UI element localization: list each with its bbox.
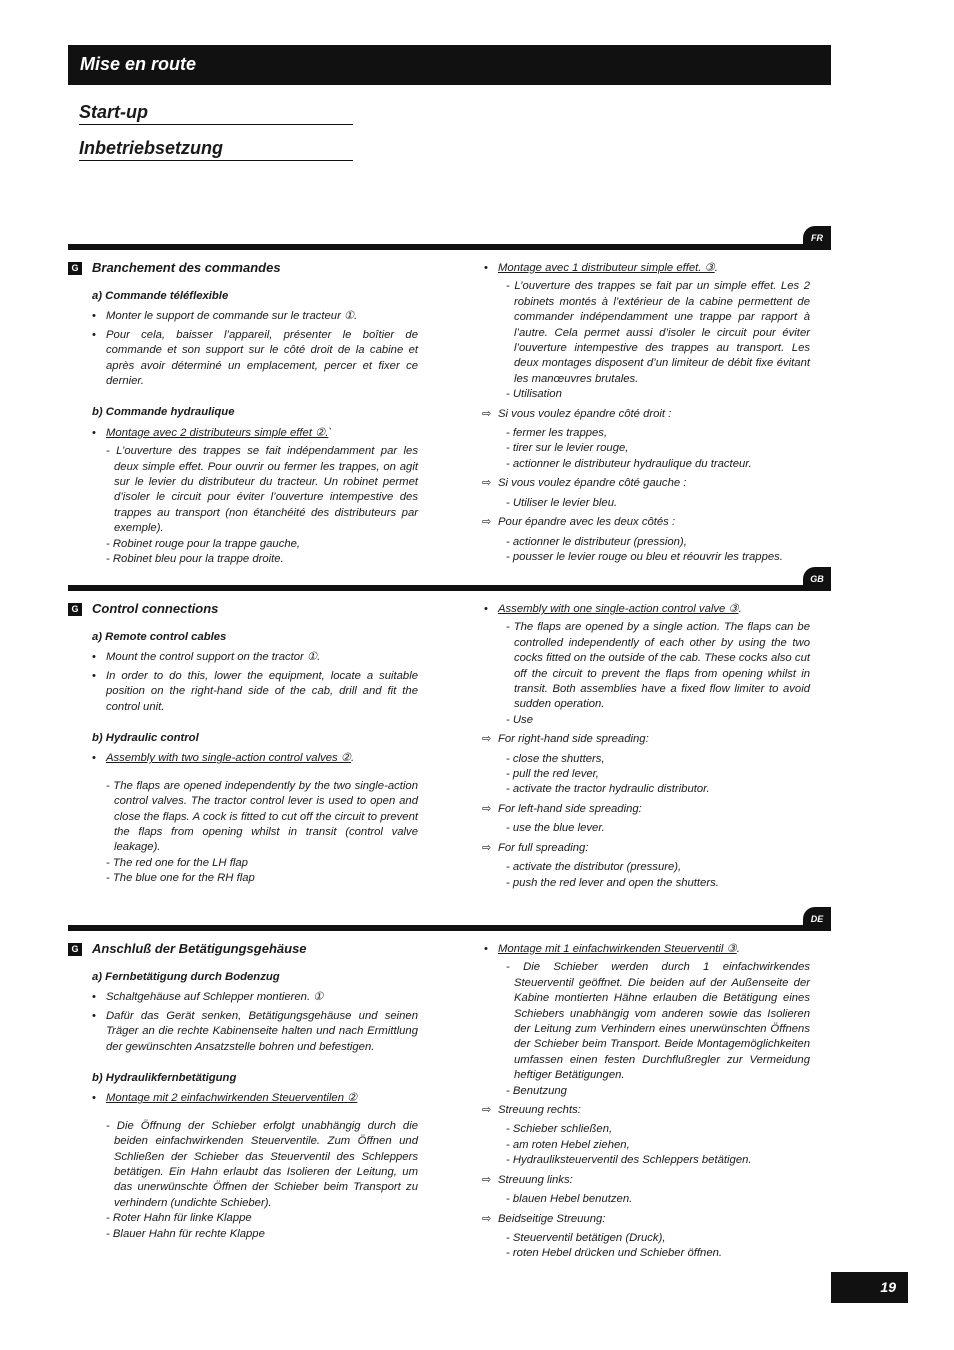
list-item: - actionner le distributeur (pression), bbox=[506, 535, 687, 548]
gb-left-column bbox=[68, 601, 418, 887]
list-item: - The red one for the LH flap bbox=[106, 856, 248, 869]
list-item: • In order to do this, lower the equipment, locate a suitable position on the right-hand side of the cab, drill and fit the control unit. bbox=[68, 669, 418, 715]
de-right-column bbox=[482, 942, 810, 1262]
list-item: - Roter Hahn für linke Klappe bbox=[106, 1212, 252, 1225]
list-item: • Montage avec 1 distributeur simple effet. ③. bbox=[482, 261, 810, 276]
page-number: 19 bbox=[831, 1272, 908, 1303]
list-item: - pull the red lever, bbox=[506, 768, 599, 781]
list-item: - activate the distributor (pressure), bbox=[506, 861, 682, 874]
section-rule bbox=[68, 244, 831, 250]
section-rule bbox=[68, 925, 831, 931]
page-title: Mise en route bbox=[80, 54, 197, 74]
list-item: • Montage mit 1 einfachwirkenden Steuerventil ③. bbox=[482, 942, 810, 957]
lang-tab-de: DE bbox=[803, 907, 831, 930]
list-item: - The flaps are opened by a single action. The flaps can be controlled independently of each other by using the two cocks fitted on the outside of the cab. These cocks also cut off the circuit to prevent the flaps from opening whilst in transit. Both assemblies have a fixed flow limiter to avoid sudden operation. bbox=[506, 621, 810, 711]
title-bar bbox=[68, 45, 831, 85]
list-item: - Die Schieber werden durch 1 einfachwirkendes Steuerventil geöffnet. Die beiden auf der Außenseite der Kabine montierten Hähne erlauben die Betätigung eines Schiebers unabhängig vom anderen sowie das Isolieren der Leitung zum Verhindern eines unerwünschten Öffnens der Schieber beim Transport. Beide Montagemöglichkeiten umfassen einen festen Durchflußregler zur Vermeidung heftiger Betätigungen. bbox=[506, 961, 810, 1082]
section-heading: G Control connections bbox=[68, 601, 418, 617]
marker-g: G bbox=[68, 943, 82, 956]
list-item: - use the blue lever. bbox=[506, 822, 605, 835]
list-item: - roten Hebel drücken und Schieber öffnen. bbox=[506, 1247, 723, 1260]
list-item: - activate the tractor hydraulic distributor. bbox=[506, 783, 710, 796]
arrow-item: ⇨ Pour épandre avec les deux côtés : bbox=[482, 515, 810, 530]
list-item: • Assembly with two single-action control valves ②. bbox=[68, 751, 418, 766]
section-heading: G Branchement des commandes bbox=[68, 260, 418, 276]
arrow-item: ⇨ Beidseitige Streuung: bbox=[482, 1212, 810, 1227]
section-fr bbox=[68, 226, 831, 566]
fr-left-column bbox=[68, 260, 418, 568]
list-item: - Benutzung bbox=[506, 1084, 567, 1097]
list-item: - Robinet bleu pour la trappe droite. bbox=[106, 553, 284, 566]
list-item: • Assembly with one single-action control valve ③. bbox=[482, 602, 810, 617]
list-item: - L’ouverture des trappes se fait par un simple effet. Les 2 robinets montés à l’extérieur de la cabine permettent de commander indépendamment une trappe par rapport à l’autre. Cela permet aussi d’isoler le circuit pour éviter l’ouverture intempestive des trappes au transport. Les deux montages disposent d’un limiteur de débit fixe évitant les manœuvres brutales. bbox=[506, 280, 810, 385]
section-de bbox=[68, 907, 831, 1272]
subheading-b: b) Hydraulic control bbox=[92, 732, 199, 745]
arrow-item: ⇨ For left-hand side spreading: bbox=[482, 802, 810, 817]
arrow-item: ⇨ Si vous voulez épandre côté gauche : bbox=[482, 476, 810, 491]
list-item: - pousser le levier rouge ou bleu et réouvrir les trappes. bbox=[506, 550, 783, 563]
list-item: - fermer les trappes, bbox=[506, 427, 608, 440]
subheading-a: a) Remote control cables bbox=[92, 631, 227, 643]
list-item: - The blue one for the RH flap bbox=[106, 872, 255, 885]
list-item: • Montage avec 2 distributeurs simple effet ②.` bbox=[68, 426, 418, 441]
list-item: • Mount the control support on the tractor ①. bbox=[68, 650, 418, 665]
list-item: - tirer sur le levier rouge, bbox=[506, 442, 629, 455]
list-item: - close the shutters, bbox=[506, 752, 605, 765]
marker-g: G bbox=[68, 603, 82, 616]
list-item: - Utilisation bbox=[506, 388, 562, 401]
arrow-item: ⇨ Si vous voulez épandre côté droit : bbox=[482, 407, 810, 422]
list-item: - Use bbox=[506, 713, 533, 726]
list-item: - blauen Hebel benutzen. bbox=[506, 1193, 633, 1206]
subheading-a: a) Fernbetätigung durch Bodenzug bbox=[92, 971, 280, 983]
section-rule bbox=[68, 585, 831, 591]
arrow-item: ⇨ For full spreading: bbox=[482, 841, 810, 856]
lang-tab-fr: FR bbox=[803, 226, 831, 249]
list-item: - Steuerventil betätigen (Druck), bbox=[506, 1231, 666, 1244]
list-item: - Die Öffnung der Schieber erfolgt unabhängig durch die beiden einfachwirkenden Steuerventile. Zum Öffnen und Schließen der Schieber das Steuerventil des Schleppers betätigen. Ein Hahn erlaubt das Isolieren der Leitung, um das unerwünschte Öffnen der Schieber beim Transport zu verhindern (undichte Schieber). bbox=[106, 1119, 418, 1209]
arrow-item: ⇨ For right-hand side spreading: bbox=[482, 732, 810, 747]
subheading-a: a) Commande téléflexible bbox=[92, 290, 229, 302]
list-item: - The flaps are opened independently by the two single-action control valves. The tractor control lever is used to open and close the flaps. A cock is fitted to cut off the circuit to prevent the flaps from opening whilst in transit (control valve leakage). bbox=[106, 779, 418, 854]
fr-right-column bbox=[482, 261, 810, 565]
list-item: - Schieber schließen, bbox=[506, 1123, 613, 1136]
de-left-column bbox=[68, 941, 418, 1242]
list-item: • Pour cela, baisser l’appareil, présenter le boîtier de commande et son support sur le côté droit de la cabine et après avoir déterminé un emplacement, percer et fixer ce dernier. bbox=[68, 328, 418, 390]
arrow-item: ⇨ Streuung rechts: bbox=[482, 1103, 810, 1118]
list-item: - L’ouverture des trappes se fait indépendamment par les deux simple effet. Pour ouvrir ou fermer les trappes, on agit sur le levier du distributeur du tracteur. Un robinet permet d’isoler le circuit pour éviter l’ouverture intempestive des trappes au transport (non étanchéité des distributeurs par exemple). bbox=[106, 445, 418, 535]
subheading-b: b) Commande hydraulique bbox=[92, 406, 235, 419]
subheading-b: b) Hydraulikfernbetätigung bbox=[92, 1072, 237, 1085]
gb-right-column bbox=[482, 602, 810, 891]
list-item: - Robinet rouge pour la trappe gauche, bbox=[106, 537, 301, 550]
list-item: - actionner le distributeur hydraulique du tracteur. bbox=[506, 457, 752, 470]
list-item: • Dafür das Gerät senken, Betätigungsgehäuse und seinen Träger an die rechte Kabinenseite halten und nach Ermittlung der gewünschten Ansatzstelle bohren und befestigen. bbox=[68, 1009, 418, 1055]
list-item: - Utiliser le levier bleu. bbox=[506, 496, 618, 509]
section-gb bbox=[68, 567, 831, 897]
list-item: • Montage mit 2 einfachwirkenden Steuerventilen ② bbox=[68, 1091, 418, 1106]
lang-tab-gb: GB bbox=[803, 567, 831, 590]
arrow-item: ⇨ Streuung links: bbox=[482, 1173, 810, 1188]
list-item: - push the red lever and open the shutters. bbox=[506, 876, 719, 889]
subtitle-de: Inbetriebsetzung bbox=[79, 137, 353, 161]
subtitle-en: Start-up bbox=[79, 101, 353, 125]
section-heading: G Anschluß der Betätigungsgehäuse bbox=[68, 941, 418, 957]
list-item: - am roten Hebel ziehen, bbox=[506, 1138, 630, 1151]
list-item: - Blauer Hahn für rechte Klappe bbox=[106, 1227, 265, 1240]
list-item: • Monter le support de commande sur le tracteur ①. bbox=[68, 309, 418, 324]
list-item: • Schaltgehäuse auf Schlepper montieren. ① bbox=[68, 990, 418, 1005]
list-item: - Hydrauliksteuerventil des Schleppers betätigen. bbox=[506, 1154, 752, 1167]
marker-g: G bbox=[68, 262, 82, 275]
